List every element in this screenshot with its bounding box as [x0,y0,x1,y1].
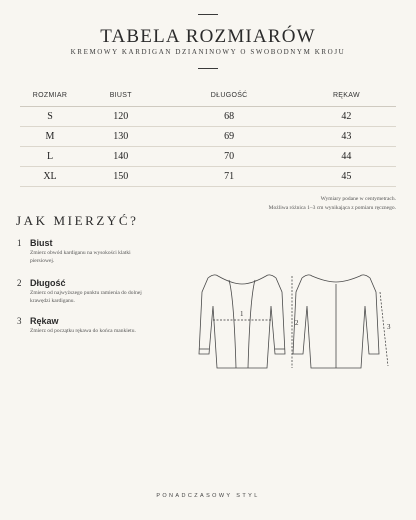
top-rule [198,14,218,15]
header-sleeve: RĘKAW [297,86,396,106]
page-subtitle: KREMOWY KARDIGAN DZIANINOWY O SWOBODNYM KROJU [70,48,346,56]
cell-size: M [20,126,80,146]
cell-size: S [20,106,80,126]
header-length: DŁUGOŚĆ [162,86,297,106]
size-table [20,86,396,187]
measurement-note [269,195,396,212]
length-label: 2 [295,319,299,327]
step-description: Zmierz od początku rękawa do końca mankietu. [30,328,136,334]
step-name: Długość [30,278,66,288]
cell-chest: 130 [80,126,162,146]
sleeve-label: 3 [387,323,391,331]
cell-length: 69 [162,126,297,146]
step-number: 1 [17,238,22,248]
cell-chest: 120 [80,106,162,126]
step-description: Zmierz od najwyższego punktu ramienia do dolnej krawędzi kardiganu. [30,290,142,304]
cardigan-front-illustration [199,275,285,368]
cell-size: L [20,146,80,166]
cardigan-back-illustration [293,275,379,368]
cell-length: 71 [162,166,297,186]
step-name: Biust [30,238,53,248]
header-chest: BIUST [80,86,162,106]
table-row [20,106,396,126]
subtitle-rule [198,68,218,69]
cardigan-measurement-diagram [194,268,394,378]
step-number: 3 [17,316,22,326]
chest-label: 1 [240,310,244,318]
note-line-2: Możliwa różnica 1–3 cm wynikająca z pomiaru ręcznego. [268,204,396,211]
page-title: TABELA ROZMIARÓW [100,26,316,47]
step-number: 2 [17,278,22,288]
cell-length: 70 [162,146,297,166]
cell-length: 68 [162,106,297,126]
table-header-row [20,86,396,106]
table-row [20,126,396,146]
cell-sleeve: 44 [297,146,396,166]
footer-tagline: PONADCZASOWY STYL [156,493,260,499]
cell-sleeve: 42 [297,106,396,126]
cell-sleeve: 45 [297,166,396,186]
cell-chest: 140 [80,146,162,166]
how-to-measure-heading: JAK MIERZYĆ? [16,213,139,228]
note-line-1: Wymiary podane w centymetrach. [320,196,396,202]
step-description: Zmierz obwód kardiganu na wysokości klatki piersiowej. [30,250,131,264]
header-size: ROZMIAR [20,86,80,106]
cell-sleeve: 43 [297,126,396,146]
step-name: Rękaw [30,316,59,326]
table-row [20,146,396,166]
cell-size: XL [20,166,80,186]
table-row [20,166,396,186]
cell-chest: 150 [80,166,162,186]
